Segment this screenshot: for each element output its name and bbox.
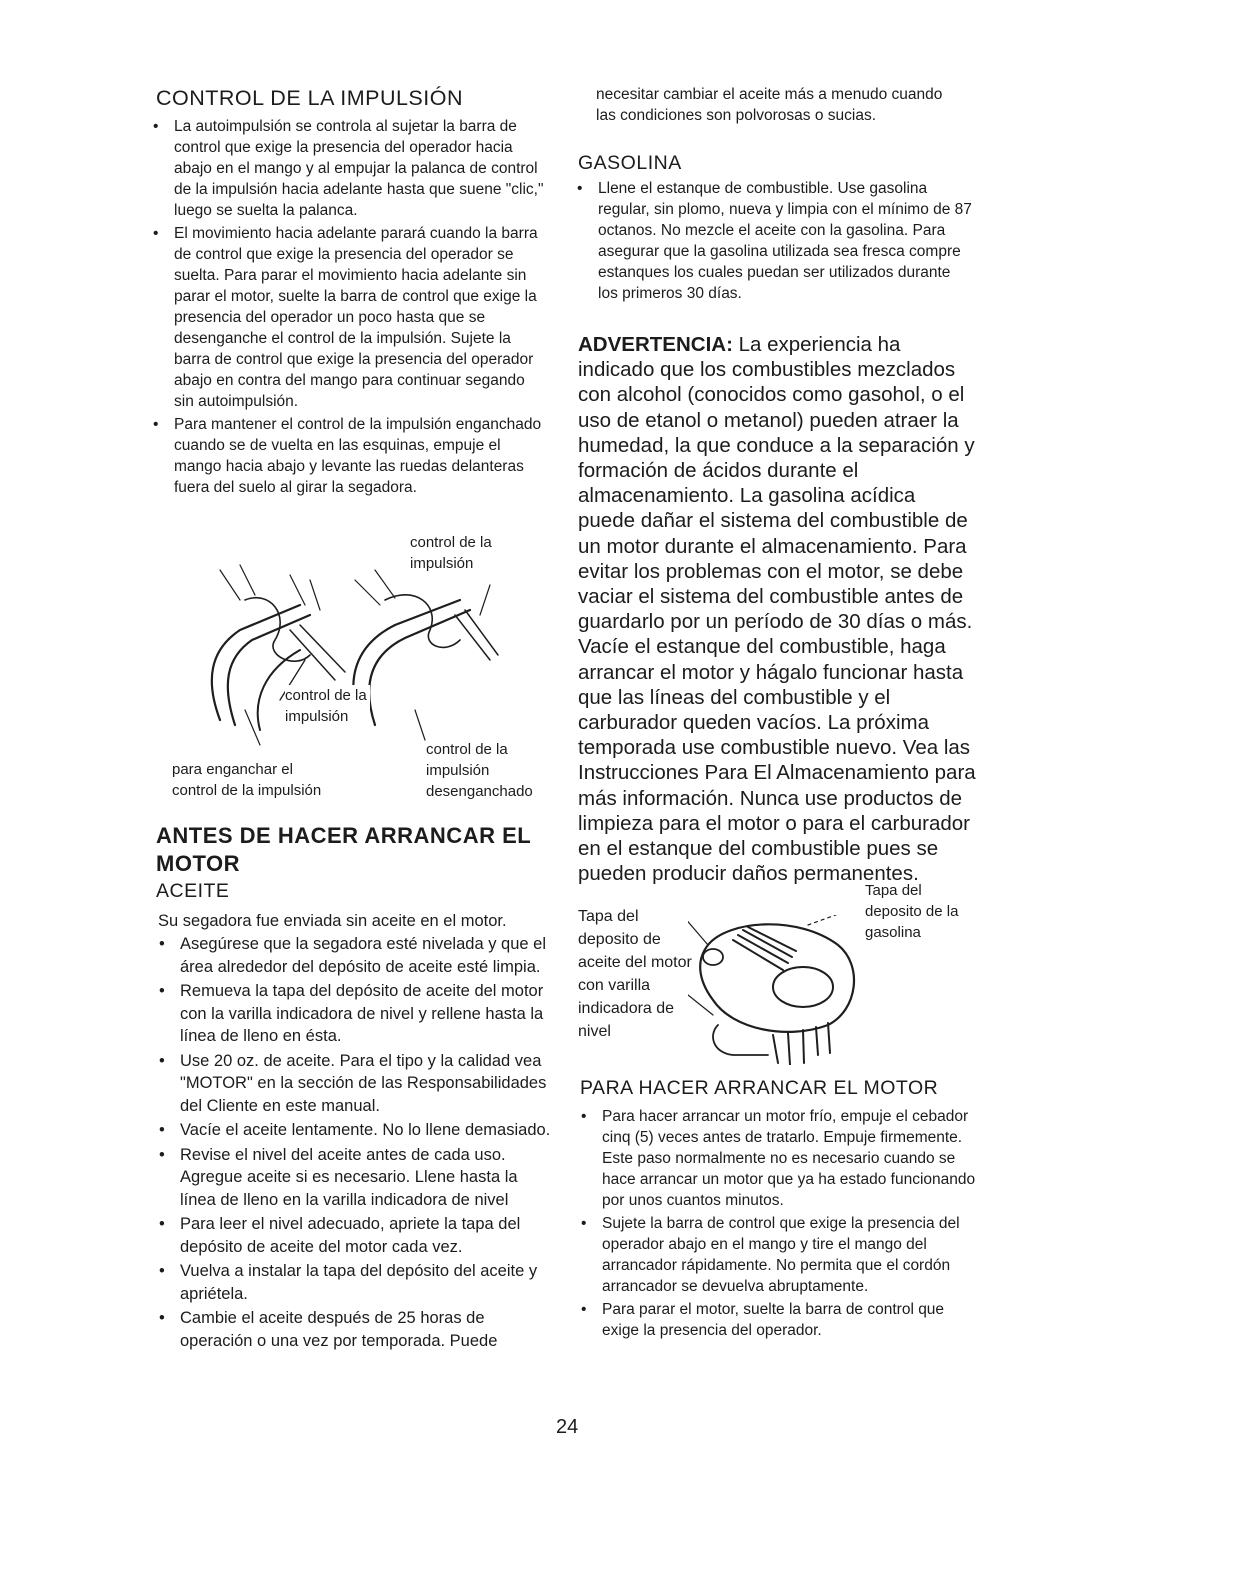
- aceite-bullet-list: [156, 933, 552, 1354]
- label-control-mid: control de la impulsión: [285, 685, 370, 727]
- warning-text: La experiencia ha indicado que los combustibles mezclados con alcohol (conocidos como gasohol, o el uso de etanol o metanol) pueden atraer la humedad, la que conduce a la separación y formación de ácidos durante el almacenamiento. La gasolina acídica puede dañar el sistema del combustible de un motor durante el almacenamiento. Para evitar los problemas con el motor, se debe vaciar el sistema del combustible antes de guardarlo por un período de 30 días o más. Vacíe el estanque del combustible, haga arrancar el motor y hágalo funcionar hasta que las líneas del combustible y el carburador queden vacíos. La próxima temporada use combustible nuevo. Vea las Instrucciones Para El Almacenamiento para más información. Nunca use productos de limpieza para el motor o para el carburador en el estanque del combustible pues se pueden producir daños permanentes.: [578, 333, 976, 886]
- label-gas-cap: Tapa del deposito de la gasolina: [865, 882, 959, 941]
- list-item: • Asegúrese que la segadora esté nivelada y que el área alrededor del depósito de aceite esté limpia.: [156, 933, 552, 978]
- label-oil-cap: Tapa del deposito de aceite del motor con varilla indicadora de nivel: [578, 908, 692, 1040]
- arrancar-bullet-list: [578, 1106, 976, 1343]
- page-number: 24: [556, 1416, 579, 1438]
- subsection-title-arrancar: PARA HACER ARRANCAR EL MOTOR: [580, 1077, 939, 1099]
- warning-label: ADVERTENCIA:: [578, 333, 733, 356]
- engine-illustration: [688, 915, 868, 1065]
- control-bullet-list: [150, 116, 548, 500]
- list-item: • La autoimpulsión se controla al sujetar la barra de control que exige la presencia del operador hacia abajo en el mango y al empujar la palanca de control de la impulsión hacia adelante hasta que suene "clic," luego se suelta la palanca.: [150, 116, 548, 221]
- list-item: • Para leer el nivel adecuado, apriete la tapa del depósito de aceite del motor cada vez.: [156, 1213, 552, 1258]
- subsection-title-aceite: ACEITE: [156, 880, 230, 902]
- label-control-top: control de la impulsión: [410, 534, 492, 572]
- aceite-continuation: necesitar cambiar el aceite más a menudo cuando las condiciones son polvorosas o sucias.: [596, 86, 943, 124]
- list-item: • Cambie el aceite después de 25 horas de operación o una vez por temporada. Puede: [156, 1307, 552, 1352]
- drive-control-figure: [160, 535, 560, 825]
- list-item: • Para mantener el control de la impulsión enganchado cuando se de vuelta en las esquinas, empuje el mango hacia abajo y levante las ruedas delanteras fuera del suelo al girar la segadora.: [150, 414, 548, 498]
- subsection-title-gasolina: GASOLINA: [578, 152, 682, 174]
- oil-gas-cap-figure: [578, 880, 978, 1070]
- list-item: • Para parar el motor, suelte la barra de control que exige la presencia del operador.: [578, 1299, 976, 1341]
- list-item: • Llene el estanque de combustible. Use gasolina regular, sin plomo, nueva y limpia con el mínimo de 87 octanos. No mezcle el aceite con la gasolina. Para asegurar que la gasolina utilizada sea fresca compre estanques los cuales puedan ser utilizados durante los primeros 30 días.: [574, 178, 974, 304]
- list-item: • El movimiento hacia adelante parará cuando la barra de control que exige la presencia del operador se suelta. Para parar el movimiento hacia adelante sin parar el motor, suelte la barra de control que exige la presencia del operador un poco hasta que se desenganche el control de la impulsión. Sujete la barra de control que exige la presencia del operador abajo en contra del mango para continuar segando sin autoimpulsión.: [150, 223, 548, 412]
- list-item: • Sujete la barra de control que exige la presencia del operador abajo en el mango y tire el mango del arrancador rápidamente. No permita que el cordón arrancador se devuelva abruptamente.: [578, 1213, 976, 1297]
- caption-enganchar: para enganchar el control de la impulsión: [172, 761, 322, 799]
- list-item: • Use 20 oz. de aceite. Para el tipo y la calidad vea "MOTOR" en la sección de las Responsabilidades del Cliente en este manual.: [156, 1050, 552, 1118]
- list-item: • Revise el nivel del aceite antes de cada uso. Agregue aceite si es necesario. Llene hasta la línea de lleno en la varilla indicadora de nivel: [156, 1144, 552, 1212]
- list-item: • Vuelva a instalar la tapa del depósito del aceite y apriétela.: [156, 1260, 552, 1305]
- gasolina-bullet-list: [574, 178, 974, 306]
- list-item: • Para hacer arrancar un motor frío, empuje el cebador cinq (5) veces antes de tratarlo. Empuje firmemente. Este paso normalmente no es necesario cuando se hace arrancar un motor que ya ha estado funcionando por unos cuantos minutos.: [578, 1106, 976, 1211]
- drive-control-illustration: [160, 560, 560, 760]
- list-item: • Vacíe el aceite lentamente. No lo llene demasiado.: [156, 1119, 552, 1142]
- section-title-antes: ANTES DE HACER ARRANCAR EL MOTOR: [156, 823, 531, 876]
- warning-paragraph: [578, 332, 978, 886]
- section-title-control-impulsion: CONTROL DE LA IMPULSIÓN: [156, 86, 463, 110]
- aceite-intro: Su segadora fue enviada sin aceite en el motor.: [158, 912, 507, 930]
- caption-desenganchado: control de la impulsión desenganchado: [426, 741, 533, 800]
- list-item: • Remueva la tapa del depósito de aceite del motor con la varilla indicadora de nivel y rellene hasta la línea de lleno en ésta.: [156, 980, 552, 1048]
